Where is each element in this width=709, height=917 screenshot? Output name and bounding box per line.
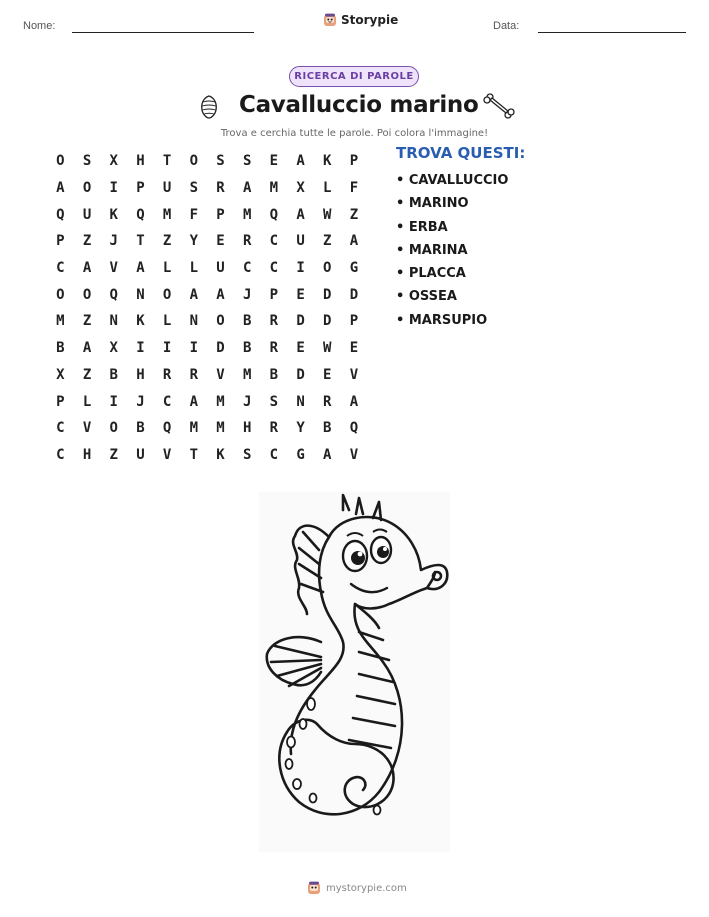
grid-cell[interactable]: S [242,153,252,170]
grid-cell[interactable]: C [56,260,65,277]
grid-cell[interactable]: A [349,393,359,410]
grid-cell[interactable]: Z [323,233,332,250]
grid-cell[interactable]: M [162,206,172,223]
grid-cell[interactable]: D [323,286,332,303]
grid-cell[interactable]: O [216,313,225,330]
grid-cell[interactable]: T [162,153,172,170]
grid-cell[interactable]: W [323,340,332,357]
grid-cell[interactable]: E [216,233,225,250]
grid-cell[interactable]: I [136,340,145,357]
grid-cell[interactable]: J [242,393,252,410]
grid-cell[interactable]: M [269,180,279,197]
grid-cell[interactable]: L [82,393,92,410]
footer [307,881,407,895]
grid-cell[interactable]: L [162,260,172,277]
grid-cell[interactable]: P [349,153,359,170]
grid-cell[interactable]: A [189,286,198,303]
grid-cell[interactable]: T [189,446,198,463]
grid-cell[interactable]: A [323,446,332,463]
grid-cell[interactable]: H [242,420,252,437]
grid-cell[interactable]: L [323,180,332,197]
word-list-item: • CAVALLUCCIO [396,173,509,188]
grid-cell[interactable]: D [349,286,359,303]
grid-cell[interactable]: V [82,420,92,437]
grid-cell[interactable]: Q [109,286,118,303]
date-line[interactable] [538,32,686,33]
bone-icon [483,92,515,122]
grid-cell[interactable]: Z [162,233,172,250]
grid-cell[interactable]: F [189,206,198,223]
grid-cell[interactable]: N [136,286,145,303]
grid-cell[interactable]: T [136,233,145,250]
grid-cell[interactable]: A [296,153,305,170]
grid-cell[interactable]: R [269,420,279,437]
grid-cell[interactable]: R [323,393,332,410]
grid-cell[interactable]: P [56,233,65,250]
grid-cell[interactable]: S [82,153,92,170]
grid-cell[interactable]: B [242,340,252,357]
grid-cell[interactable]: S [242,446,252,463]
grid-cell[interactable]: D [323,313,332,330]
grid-cell[interactable]: O [56,286,65,303]
grid-cell[interactable]: O [162,286,172,303]
grid-cell[interactable]: R [269,313,279,330]
grid-cell[interactable]: E [349,340,359,357]
word-list [396,172,508,335]
grid-cell[interactable]: H [136,153,145,170]
grid-cell[interactable]: X [56,366,65,383]
word-list-item: • MARSUPIO [396,312,488,328]
grid-cell[interactable]: A [189,393,198,410]
word-list-item: • MARINO [396,196,469,212]
word-list-item: • MARINA [396,242,468,258]
grid-cell[interactable]: C [242,260,252,277]
date-label: Data: [493,20,520,32]
grid-cell[interactable]: J [136,393,145,410]
grid-cell[interactable]: O [189,153,198,170]
grid-cell[interactable]: Q [269,206,279,223]
grid-cell[interactable]: A [216,286,225,303]
grid-cell[interactable]: M [242,366,252,383]
grid-cell[interactable]: R [216,180,225,197]
instructions: Trova e cerchia tutte le parole. Poi colora l'immagine! [220,128,489,139]
grid-cell[interactable]: U [296,233,305,250]
grid-cell[interactable]: C [56,420,65,437]
grid-cell[interactable]: Q [56,206,65,223]
grid-cell[interactable]: O [109,420,118,437]
grid-cell[interactable]: O [56,153,65,170]
grid-cell[interactable]: M [242,206,252,223]
grid-cell[interactable]: A [296,206,305,223]
grid-cell[interactable]: P [136,180,145,197]
grid-cell[interactable]: X [296,180,305,197]
grid-cell[interactable]: C [269,233,279,250]
grid-cell[interactable]: B [269,366,279,383]
grid-cell[interactable]: R [189,366,198,383]
grid-cell[interactable]: E [296,340,305,357]
grid-cell[interactable]: M [216,393,225,410]
grid-cell[interactable]: N [109,313,118,330]
grid-cell[interactable]: V [349,446,359,463]
grid-cell[interactable]: S [269,393,279,410]
grid-cell[interactable]: E [269,153,279,170]
grid-cell[interactable]: J [109,233,118,250]
grid-cell[interactable]: O [82,180,92,197]
grid-cell[interactable]: B [136,420,145,437]
seahorse-coloring-image [259,492,450,852]
grid-cell[interactable]: A [349,233,359,250]
grid-cell[interactable]: I [162,340,172,357]
brand-logo [323,13,398,27]
grid-cell[interactable]: Z [109,446,118,463]
grid-cell[interactable]: A [82,340,92,357]
grid-cell[interactable]: A [56,180,65,197]
grid-cell[interactable]: Z [82,313,92,330]
grid-cell[interactable]: R [162,366,172,383]
word-list-title: TROVA QUESTI: [396,144,526,162]
word-search-grid [47,148,367,468]
page-title: Cavalluccio marino [239,92,479,118]
grid-cell[interactable]: R [242,233,252,250]
grid-cell[interactable]: X [109,153,118,170]
grid-cell[interactable]: Y [296,420,305,437]
word-list-item: • PLACCA [396,266,466,282]
grid-cell[interactable]: V [109,260,118,277]
grid-cell[interactable]: S [216,153,225,170]
grid-cell[interactable]: I [189,340,198,357]
grid-cell[interactable]: S [189,180,198,197]
footer-url[interactable]: mystorypie.com [326,882,407,894]
grid-cell[interactable]: U [216,260,225,277]
grid-cell[interactable]: J [242,286,252,303]
grid-cell[interactable]: B [109,366,118,383]
grid-cell[interactable]: F [349,180,359,197]
grid-cell[interactable]: G [296,446,305,463]
brand-name: Storypie [341,13,399,27]
word-list-item: • ERBA [396,219,448,235]
grid-cell[interactable]: V [162,446,172,463]
grid-cell[interactable]: Q [136,206,145,223]
grid-cell[interactable]: I [296,260,305,277]
grid-cell[interactable]: U [162,180,172,197]
grid-cell[interactable]: O [82,286,92,303]
name-line[interactable] [72,32,254,33]
grid-cell[interactable]: P [269,286,279,303]
grid-cell[interactable]: G [349,260,359,277]
grid-cell[interactable]: V [216,366,225,383]
grid-cell[interactable]: B [56,340,65,357]
grid-cell[interactable]: Z [82,366,92,383]
grid-cell[interactable]: Z [82,233,92,250]
grid-cell[interactable]: P [349,313,359,330]
grid-cell[interactable]: N [189,313,198,330]
grid-cell[interactable]: A [82,260,92,277]
activity-badge: RICERCA DI PAROLE [289,66,419,87]
grid-cell[interactable]: O [323,260,332,277]
grid-cell[interactable]: A [136,260,145,277]
grid-cell[interactable]: P [216,206,225,223]
grid-cell[interactable]: X [109,340,118,357]
grid-cell[interactable]: M [189,420,198,437]
grid-cell[interactable]: K [136,313,145,330]
grid-cell[interactable]: H [82,446,92,463]
grid-cell[interactable]: Q [349,420,359,437]
grid-cell[interactable]: I [109,180,118,197]
word-list-item: • OSSEA [396,289,457,305]
storypie-mascot-icon [323,13,337,27]
grid-cell[interactable]: U [82,206,92,223]
grid-cell[interactable]: C [269,446,279,463]
grid-cell[interactable]: C [162,393,172,410]
grid-cell[interactable]: B [242,313,252,330]
grid-cell[interactable]: B [323,420,332,437]
grid-cell[interactable]: I [109,393,118,410]
grid-cell[interactable]: Q [162,420,172,437]
shell-icon [199,94,219,120]
grid-cell[interactable]: E [296,286,305,303]
grid-cell[interactable]: P [56,393,65,410]
grid-cell[interactable]: L [162,313,172,330]
grid-cell[interactable]: K [323,153,332,170]
grid-cell[interactable]: H [136,366,145,383]
grid-cell[interactable]: V [349,366,359,383]
grid-cell[interactable]: W [323,206,332,223]
grid-cell[interactable]: M [56,313,65,330]
grid-cell[interactable]: A [242,180,252,197]
grid-cell[interactable]: Y [189,233,198,250]
grid-cell[interactable]: E [323,366,332,383]
storypie-mascot-icon [307,881,321,895]
grid-cell[interactable]: N [296,393,305,410]
grid-cell[interactable]: U [136,446,145,463]
grid-cell[interactable]: L [189,260,198,277]
name-label: Nome: [23,20,56,32]
grid-cell[interactable]: D [296,313,305,330]
grid-cell[interactable]: K [109,206,118,223]
grid-cell[interactable]: C [269,260,279,277]
grid-cell[interactable]: D [296,366,305,383]
grid-cell[interactable]: M [216,420,225,437]
grid-cell[interactable]: K [216,446,225,463]
grid-cell[interactable]: D [216,340,225,357]
grid-cell[interactable]: R [269,340,279,357]
grid-cell[interactable]: C [56,446,65,463]
grid-cell[interactable]: Z [349,206,359,223]
